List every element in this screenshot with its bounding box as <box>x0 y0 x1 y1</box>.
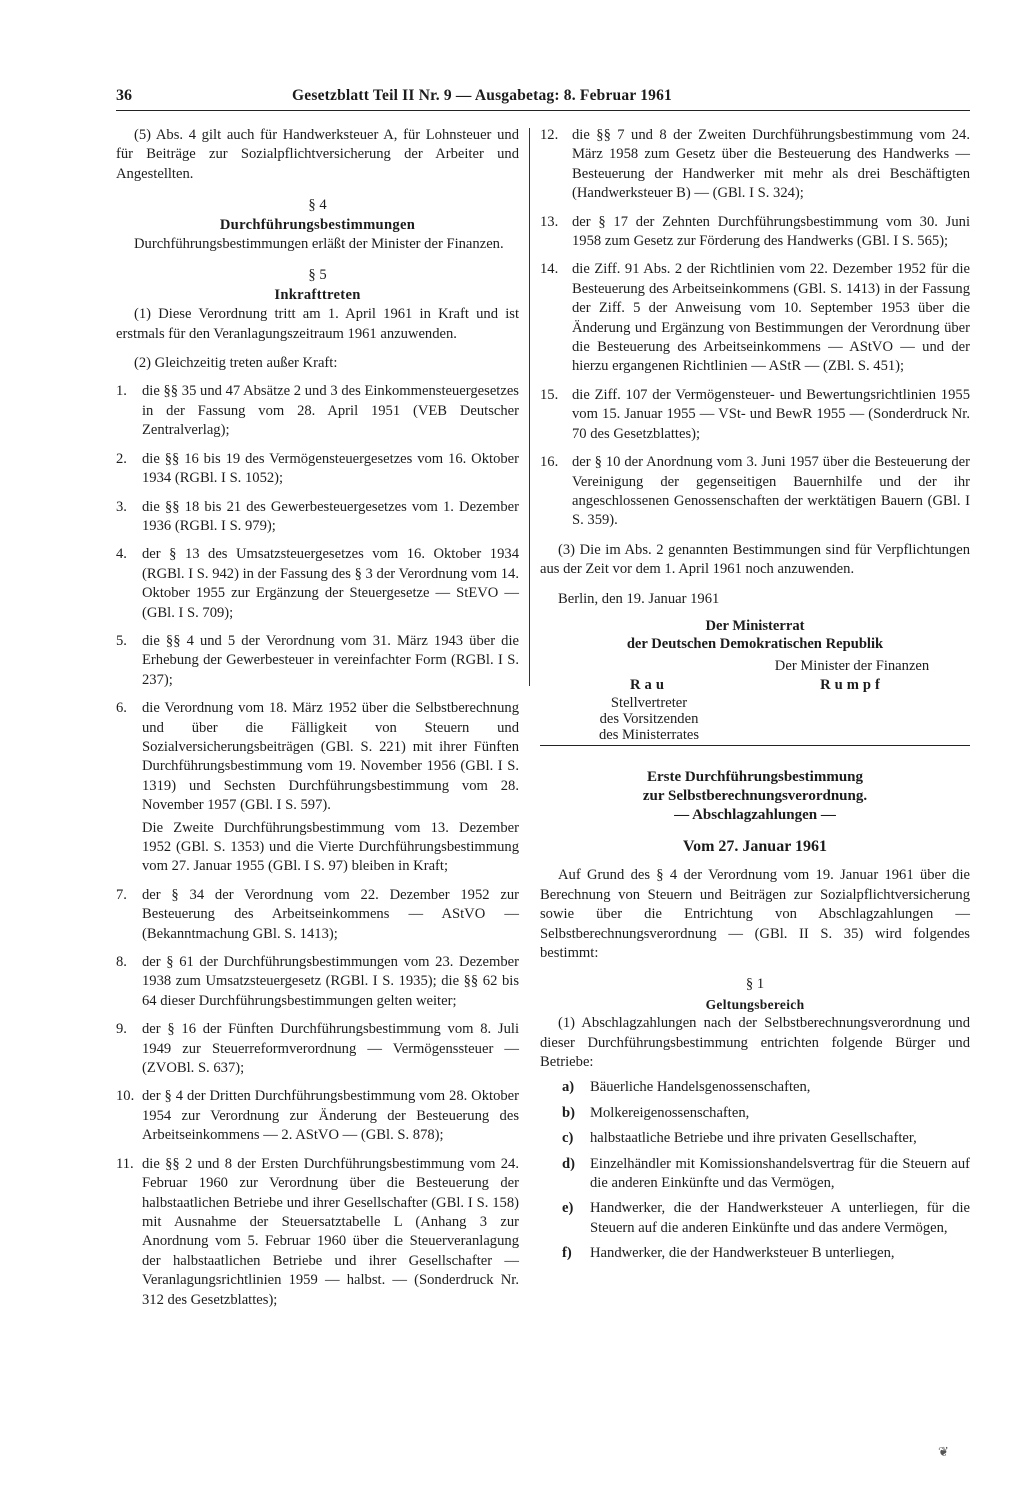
section-5-number: § 5 <box>308 267 327 284</box>
section-1-number: § 1 <box>745 976 765 993</box>
list-item: 8. der § 61 der Durchführungsbestimmungen vom 23. Dezember 1938 zum Umsatzsteuergesetz (RGBl. I S. 1935); die §§ 62 bis 64 dieser Durchführungsbestimmungen gelten weiter; <box>116 954 519 1009</box>
page-header <box>116 86 970 111</box>
council-line-2: der Deutschen Demokratischen Republik <box>626 635 884 652</box>
section-5-title: Inkrafttreten <box>274 286 361 303</box>
list-item: 10. der § 4 der Dritten Durchführungsbestimmung vom 28. Oktober 1954 zur Verordnung zur Änderung der Besteuerung des Arbeitseinkommens — 2. AStVO — (GBl. S. 878); <box>116 1088 519 1144</box>
list-item: 2. die §§ 16 bis 19 des Vermögensteuergesetzes vom 16. Oktober 1934 (RGBl. I S. 1052); <box>116 450 519 487</box>
list-item: f) Handwerker, die der Handwerksteuer B unterliegen, <box>562 1245 895 1262</box>
council-line-1: Der Ministerrat <box>705 617 805 634</box>
list-item: 7. der § 34 der Verordnung vom 22. Dezember 1952 zur Besteuerung des Arbeitseinkommens — AStVO — (Bekanntmachung GBl. S. 1413); <box>116 886 519 942</box>
section-5-paragraph-1: (1) Diese Verordnung tritt am 1. April 1961 in Kraft und ist erstmals für den Veranlagungszeitraum 1961 anzuwenden. <box>116 306 519 342</box>
left-column <box>116 126 519 1310</box>
section-1-paragraph-1: (1) Abschlagzahlungen nach der Selbstberechnungsverordnung und dieser Durchführungsbestimmung entrichten folgende Bürger und Betriebe: <box>540 1015 970 1070</box>
preamble: Auf Grund des § 4 der Verordnung vom 19. Januar 1961 über die Berechnung von Steuern und Beiträgen zur Sozialpflichtversicherung sowie über die Entrichtung von Abschlagzahlungen — Selbstberechnungsverordnung — (GBl. II S. 35) wird folgendes bestimmt: <box>540 867 970 961</box>
list-item: c) halbstaatliche Betriebe und ihre privaten Gesellschafter, <box>562 1130 917 1147</box>
print-mark: ❦ <box>938 1444 949 1459</box>
section-5-paragraph-2: (2) Gleichzeitig treten außer Kraft: <box>134 355 338 372</box>
section-1-title: Geltungsbereich <box>705 996 805 1012</box>
list-item: 16. der § 10 der Anordnung vom 3. Juni 1957 über die Besteuerung der Vereinigung der gegenseitigen Bauernhilfe und der ihr angeschlossenen Genossenschaften der werktätigen Bauern (GBl. I S. 359). <box>540 454 970 529</box>
list-item: 15. die Ziff. 107 der Vermögensteuer- und Bewertungsrichtlinien 1955 vom 15. Januar 1955 — VSt- und BewR 1955 — (Sonderdruck Nr. 70 des Gesetzblattes); <box>540 386 970 442</box>
council-signature-block <box>540 617 970 653</box>
list-item: 13. der § 17 der Zehnten Durchführungsbestimmung vom 30. Juni 1958 zum Gesetz zur Förderung des Handwerks (GBl. I S. 565); <box>540 213 970 250</box>
paragraph-3: (3) Die im Abs. 2 genannten Bestimmungen sind für Verpflichtungen aus der Zeit vor dem 1. April 1961 noch anzuwenden. <box>540 541 970 578</box>
list-item: e) Handwerker, die der Handwerksteuer A unterliegen, für die Steuern auf die anderen Einkünfte und das andere Vermögen, <box>562 1200 970 1236</box>
section-4-number: § 4 <box>308 197 327 214</box>
list-item: 9. der § 16 der Fünften Durchführungsbestimmung vom 8. Juli 1949 zur Steuerreformverordnung — Vermögenssteuer — (ZVOBl. S. 637); <box>116 1021 519 1077</box>
ordinance-date: Vom 27. Januar 1961 <box>682 837 828 855</box>
signer-deputy-chair: Rau Stellvertreter des Vorsitzenden des Ministerrates <box>564 677 734 743</box>
signer-name-rau: Rau <box>630 676 668 693</box>
list-item: 4. der § 13 des Umsatzsteuergesetzes vom 16. Oktober 1934 (RGBl. I S. 942) in der Fassung des § 3 der Verordnung vom 14. Oktober 1955 zur Ergänzung der Steuergesetze — StEVO — (GBl. I S. 709); <box>116 546 519 621</box>
list-item: a) Bäuerliche Handelsgenossenschaften, <box>562 1079 811 1096</box>
list-item: 6. die Verordnung vom 18. März 1952 über die Selbstberechnung und über die Fälligkeit von Steuern und Sozialversicherungsbeiträgen (GBl. S. 221) mit ihrer Fünften Durchführungsbestimmung vom 19. November 1956 (GBl. I S. 1319) und Sechsten Durchführungsbestimmung vom 28. November 1957 (GBl. I S. 597). Die Zweite Durchführungsbestimmung vom 13. Dezember 1952 (GBl. S. 1353) und die Vierte Durchführungsbestimmung vom 27. Januar 1955 (GBl. I S. 97) bleiben in Kraft; <box>116 699 519 877</box>
signer-name-rumpf: Rumpf <box>820 677 884 694</box>
page-number: 36 <box>116 87 132 104</box>
list-item: 12. die §§ 7 und 8 der Zweiten Durchführungsbestimmung vom 24. März 1958 zum Gesetz über die Besteuerung des Handwerks — Besteuerung der Handwerker mit mehr als drei Beschäftigten (Handwerksteuer B) — (GBl. I S. 324); <box>540 127 970 202</box>
signers <box>540 657 970 743</box>
place-date: Berlin, den 19. Januar 1961 <box>558 590 720 607</box>
section-4-title: Durchführungsbestimmungen <box>219 216 416 233</box>
list-item: 3. die §§ 18 bis 21 des Gewerbesteuergesetzes vom 1. Dezember 1936 (RGBl. I S. 979); <box>116 498 519 534</box>
section-divider <box>540 745 970 746</box>
list-item: 14. die Ziff. 91 Abs. 2 der Richtlinien vom 22. Dezember 1952 für die Besteuerung des Arbeitseinkommens (GBl. S. 1413) in der Fassung der Ziff. 5 der Anweisung vom 10. September 1953 über die Änderung und Ergänzung von Bestimmungen der Verordnung über die Besteuerung des Arbeitseinkommens — AStVO — und der hierzu ergangenen Richtlinien — AStR — (ZBl. S. 451); <box>540 261 970 375</box>
list-item: 1. die §§ 35 und 47 Absätze 2 und 3 des Einkommensteuergesetzes in der Fassung vom 28. April 1951 (VEB Deutscher Zentralverlag); <box>116 383 519 439</box>
right-column <box>540 126 970 1264</box>
paragraph-5: (5) Abs. 4 gilt auch für Handwerksteuer A, für Lohnsteuer und für Beiträge zur Sozialpflichtversicherung der Arbeiter und Angestellten. <box>116 127 519 182</box>
running-title: Gesetzblatt Teil II Nr. 9 — Ausgabetag: 8. Februar 1961 <box>292 87 672 104</box>
signer-finance-minister: Der Minister der Finanzen Rumpf <box>742 657 962 696</box>
ordinance-title: Erste Durchführungsbestimmung zur Selbstberechnungsverordnung. — Abschlagzahlungen — <box>642 768 868 823</box>
section-4-text: Durchführungsbestimmungen erläßt der Minister der Finanzen. <box>134 236 504 253</box>
list-item: b) Molkereigenossenschaften, <box>562 1104 750 1121</box>
list-item: 11. die §§ 2 und 8 der Ersten Durchführungsbestimmung vom 24. Februar 1960 zur Verordnung über die Besteuerung der halbstaatlichen Betriebe und ihrer Gesellschafter (GBl. I S. 158) mit Ausnahme der Steuersatztabelle L (Anhang 3 zur Anordnung vom 5. Februar 1960 über die Steuerveranlagung der halbstaatlichen Betriebe und ihrer Gesellschafter — Veranlagungsrichtlinien 1959 — halbst. — (Sonderdruck Nr. 312 des Gesetzblattes); <box>116 1155 519 1308</box>
list-item: d) Einzelhändler mit Komissionshandelsvertrag für die Steuern auf die anderen Einkünfte und das Vermögen, <box>562 1155 970 1192</box>
column-divider <box>529 128 530 686</box>
list-item-continuation: Die Zweite Durchführungsbestimmung vom 13. Dezember 1952 (GBl. S. 1353) und die Vierte Durchführungsbestimmung vom 27. Januar 1955 (GBl. I S. 97) bleiben in Kraft; <box>142 819 519 875</box>
list-item: 5. die §§ 4 und 5 der Verordnung vom 31. März 1943 über die Erhebung der Gewerbesteuer in vereinfachter Form (RGBl. I S. 237); <box>116 632 519 688</box>
